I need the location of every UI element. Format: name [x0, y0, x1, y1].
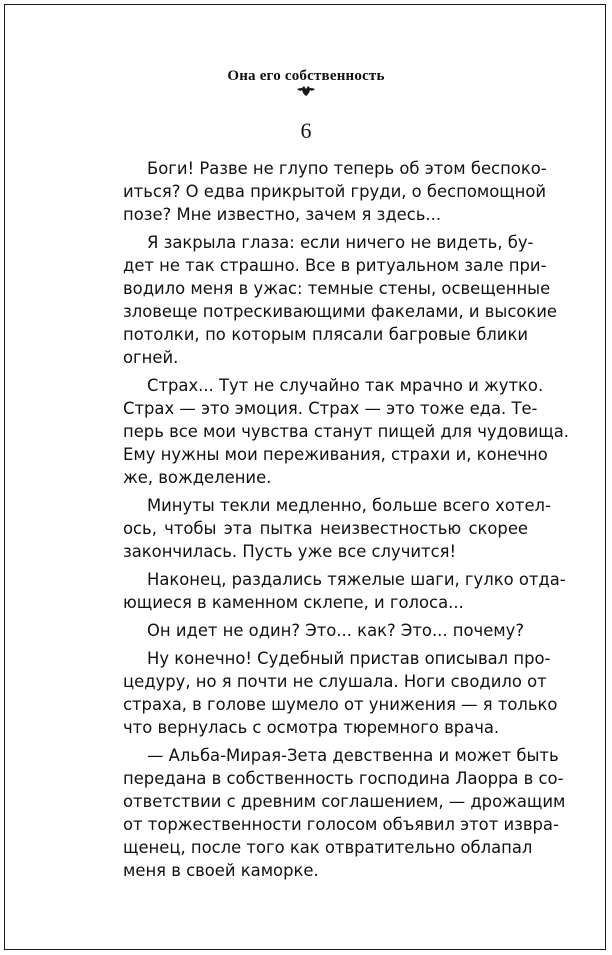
paragraph	[123, 647, 558, 739]
header-ornament	[0, 86, 612, 98]
text-line: Я закрыла глаза: если ничего не видеть, бу-	[147, 233, 534, 252]
text-line: передана в собственность господина Лаорра в со-	[123, 769, 564, 788]
text-line: что вернулась с осмотра тюремного врача.	[123, 718, 500, 737]
text-line: зловеще потрескивающими факелами, и высокие	[123, 302, 557, 321]
text-line: Он идет не один? Это... как? Это... почему?	[147, 621, 525, 640]
paragraph	[123, 494, 551, 563]
text-line: ответствии с древним соглашением, — дрожащим	[123, 792, 566, 811]
text-line: перь все мои чувства станут пищей для чудовища.	[123, 422, 569, 441]
paragraph	[123, 374, 569, 489]
text-line: Страх — это эмоция. Страх — это тоже еда. Те-	[123, 399, 538, 418]
text-line: ось, чтобы эта пытка неизвестностью скорее	[123, 519, 528, 538]
text-line: закончилась. Пусть уже все случится!	[123, 542, 457, 561]
paragraph	[123, 744, 566, 882]
body-text	[123, 157, 569, 882]
text-line: водило меня в ужас: темные стены, освещенные	[123, 279, 551, 298]
text-line: страха, в голове шумело от унижения — я только	[123, 695, 558, 714]
text-line: цедуру, но я почти не слушала. Ноги сводило от	[123, 672, 547, 691]
text-line: — Альба-Мирая-Зета девственна и может быть	[147, 746, 559, 765]
text-line: ющиеся в каменном склепе, и голоса...	[123, 593, 464, 612]
text-line: меня в своей каморке.	[123, 861, 319, 880]
text-line: щенец, после того как отвратительно облапал	[123, 838, 533, 857]
text-line: Боги! Разве не глупо теперь об этом беспоко-	[147, 159, 547, 178]
text-line: Минуты текли медленно, больше всего хотел-	[147, 496, 551, 515]
paragraph	[123, 568, 566, 614]
text-line: Страх... Тут не случайно так мрачно и жутко.	[147, 376, 544, 395]
text-line: Ну конечно! Судебный пристав описывал про-	[147, 649, 551, 668]
text-line: огней.	[123, 348, 179, 367]
text-line: Ему нужны мои переживания, страхи и, конечно	[123, 445, 548, 464]
paragraph	[123, 619, 528, 642]
text-line: потолки, по которым плясали багровые блики	[123, 325, 528, 344]
text-line: же, вожделение.	[123, 468, 272, 487]
paragraph	[123, 157, 547, 226]
running-header: Она его собственность	[227, 68, 385, 84]
text-line: от торжественности голосом объявил этот извра-	[123, 815, 559, 834]
text-line: позе? Мне известно, зачем я здесь...	[123, 205, 442, 224]
text-line: иться? О едва прикрытой груди, о беспомощной	[123, 182, 547, 201]
bat-ornament-icon	[296, 86, 316, 98]
text-line: Наконец, раздались тяжелые шаги, гулко отда-	[147, 570, 566, 589]
page-number: 6	[300, 118, 312, 143]
text-line: дет не так страшно. Все в ритуальном зале при-	[123, 256, 547, 275]
paragraph	[123, 231, 557, 369]
